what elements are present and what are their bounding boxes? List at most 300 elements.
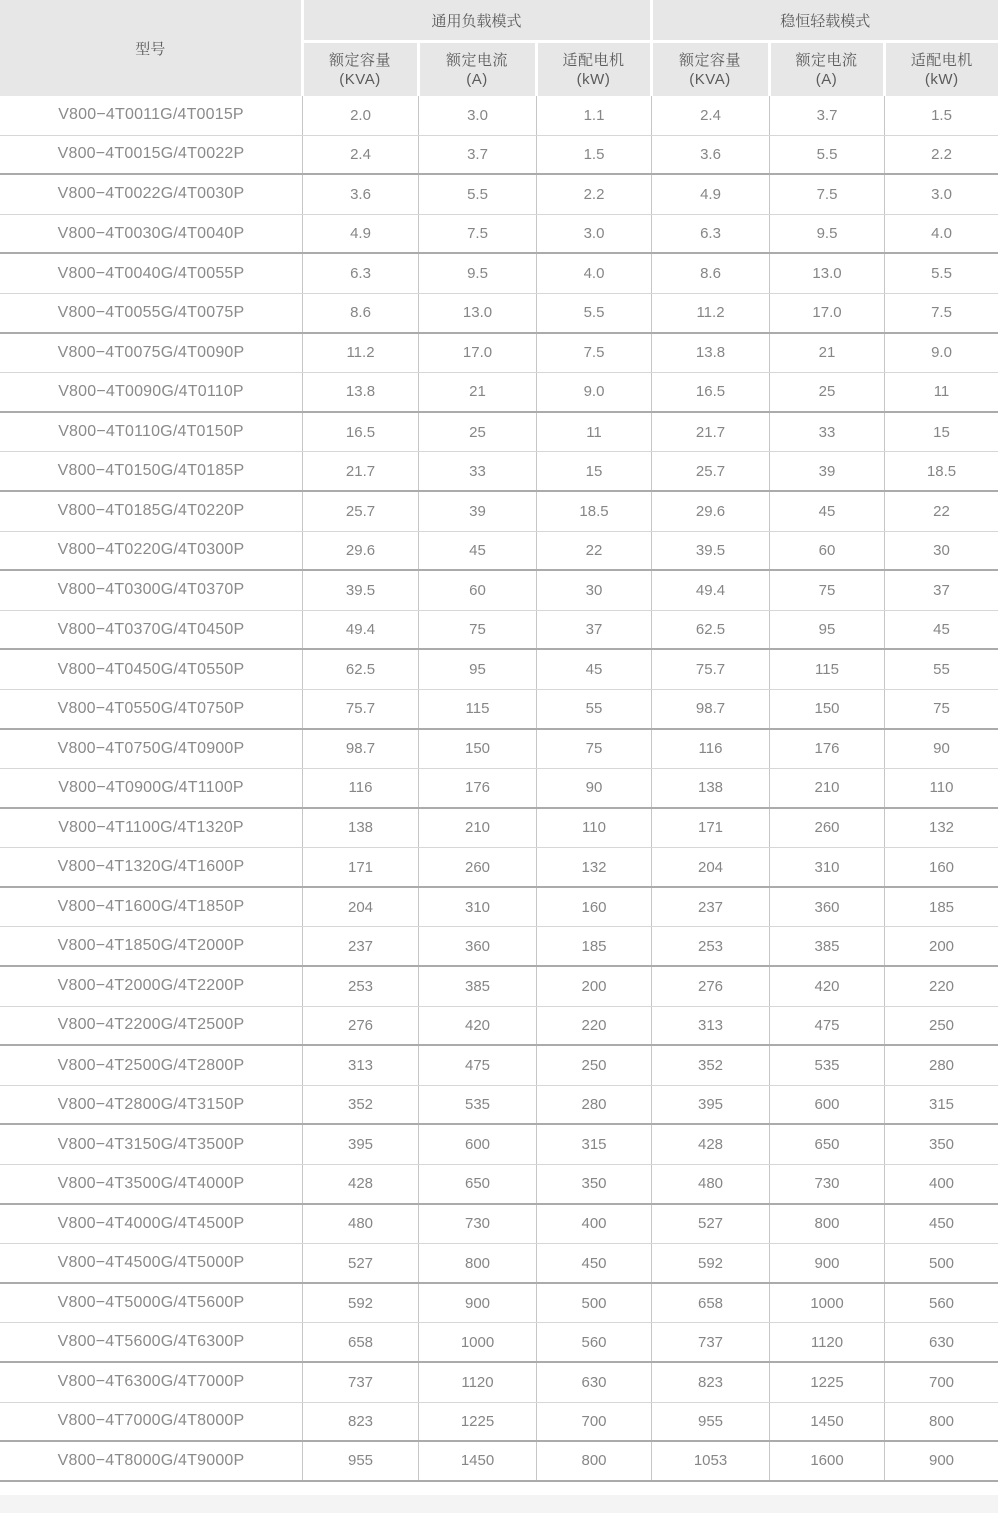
general-current-cell: 260 <box>418 848 536 886</box>
light-current-cell: 1120 <box>769 1323 884 1361</box>
general-capacity-cell: 11.2 <box>302 334 418 373</box>
light-capacity-cell: 737 <box>651 1323 769 1361</box>
model-cell: V800−4T0055G/4T0075P <box>57 303 245 321</box>
general-capacity-cell: 62.5 <box>302 650 418 689</box>
light-current-cell: 535 <box>769 1046 884 1085</box>
light-current-cell: 7.5 <box>769 175 884 214</box>
general-motor-cell: 160 <box>536 888 651 927</box>
general-current-cell: 1225 <box>418 1403 536 1441</box>
table-row <box>0 452 998 492</box>
general-motor-cell: 90 <box>536 769 651 807</box>
table-row <box>0 1363 998 1403</box>
light-capacity-cell: 8.6 <box>651 254 769 293</box>
light-current-cell: 75 <box>769 571 884 610</box>
model-cell: V800−4T1850G/4T2000P <box>57 937 245 955</box>
light-current-cell: 176 <box>769 730 884 769</box>
general-capacity-cell: 39.5 <box>302 571 418 610</box>
general-capacity-cell: 276 <box>302 1007 418 1045</box>
light-capacity-cell: 49.4 <box>651 571 769 610</box>
light-motor-cell: 630 <box>884 1323 998 1361</box>
general-capacity-cell: 237 <box>302 927 418 965</box>
light-current-cell: 310 <box>769 848 884 886</box>
model-cell: V800−4T0220G/4T0300P <box>57 541 245 559</box>
general-motor-cell: 630 <box>536 1363 651 1402</box>
general-capacity-cell: 75.7 <box>302 690 418 728</box>
light-motor-cell: 220 <box>884 967 998 1006</box>
general-motor-cell: 800 <box>536 1442 651 1480</box>
light-current-cell: 33 <box>769 413 884 452</box>
general-capacity-cell: 138 <box>302 809 418 848</box>
light-current-cell: 13.0 <box>769 254 884 293</box>
light-capacity-cell: 29.6 <box>651 492 769 531</box>
general-capacity-cell: 658 <box>302 1323 418 1361</box>
light-current-cell: 1450 <box>769 1403 884 1441</box>
light-capacity-cell: 395 <box>651 1086 769 1124</box>
light-motor-cell: 160 <box>884 848 998 886</box>
light-capacity-cell: 138 <box>651 769 769 807</box>
model-cell: V800−4T0300G/4T0370P <box>57 581 245 599</box>
general-current-cell: 210 <box>418 809 536 848</box>
light-capacity-cell: 2.4 <box>651 96 769 135</box>
light-current-cell: 900 <box>769 1244 884 1282</box>
model-cell: V800−4T7000G/4T8000P <box>57 1412 245 1430</box>
general-capacity-cell: 8.6 <box>302 294 418 332</box>
general-current-cell: 21 <box>418 373 536 411</box>
light-motor-cell: 200 <box>884 927 998 965</box>
general-capacity-cell: 313 <box>302 1046 418 1085</box>
model-cell: V800−4T0450G/4T0550P <box>57 660 245 678</box>
general-capacity-cell: 116 <box>302 769 418 807</box>
column-unit: (A) <box>466 70 488 88</box>
general-capacity-cell: 352 <box>302 1086 418 1124</box>
general-current-cell: 95 <box>418 650 536 689</box>
light-capacity-cell: 11.2 <box>651 294 769 332</box>
general-capacity-cell: 98.7 <box>302 730 418 769</box>
light-current-cell: 95 <box>769 611 884 649</box>
light-current-cell: 60 <box>769 532 884 570</box>
model-cell: V800−4T0150G/4T0185P <box>57 462 245 480</box>
table-row <box>0 730 998 770</box>
general-current-cell: 420 <box>418 1007 536 1045</box>
table-row <box>0 532 998 572</box>
light-motor-cell: 15 <box>884 413 998 452</box>
general-motor-cell: 315 <box>536 1125 651 1164</box>
model-cell: V800−4T2500G/4T2800P <box>57 1056 245 1074</box>
model-cell: V800−4T0750G/4T0900P <box>57 739 245 757</box>
model-cell: V800−4T0370G/4T0450P <box>57 620 245 638</box>
general-capacity-cell: 3.6 <box>302 175 418 214</box>
model-cell: V800−4T0015G/4T0022P <box>57 145 245 163</box>
general-current-cell: 150 <box>418 730 536 769</box>
general-motor-cell: 45 <box>536 650 651 689</box>
light-motor-cell: 18.5 <box>884 452 998 490</box>
light-current-cell: 360 <box>769 888 884 927</box>
general-motor-cell: 75 <box>536 730 651 769</box>
general-current-cell: 115 <box>418 690 536 728</box>
light-motor-cell: 22 <box>884 492 998 531</box>
general-current-cell: 385 <box>418 967 536 1006</box>
general-motor-cell: 7.5 <box>536 334 651 373</box>
light-motor-cell: 110 <box>884 769 998 807</box>
light-motor-cell: 1.5 <box>884 96 998 135</box>
light-capacity-cell: 527 <box>651 1205 769 1244</box>
light-current-cell: 21 <box>769 334 884 373</box>
light-current-cell: 260 <box>769 809 884 848</box>
light-capacity-cell: 253 <box>651 927 769 965</box>
general-motor-cell: 3.0 <box>536 215 651 253</box>
table-row <box>0 1086 998 1126</box>
model-cell: V800−4T2200G/4T2500P <box>57 1016 245 1034</box>
table-row <box>0 848 998 888</box>
model-cell: V800−4T0900G/4T1100P <box>58 778 244 796</box>
table-row <box>0 1165 998 1205</box>
light-current-cell: 3.7 <box>769 96 884 135</box>
general-current-cell: 9.5 <box>418 254 536 293</box>
general-motor-cell: 18.5 <box>536 492 651 531</box>
column-header-general-capacity <box>304 43 417 96</box>
light-capacity-cell: 98.7 <box>651 690 769 728</box>
light-capacity-cell: 204 <box>651 848 769 886</box>
general-capacity-cell: 2.0 <box>302 96 418 135</box>
column-title: 额定电流 <box>795 51 858 69</box>
general-capacity-cell: 21.7 <box>302 452 418 490</box>
table-row <box>0 175 998 215</box>
general-capacity-cell: 592 <box>302 1284 418 1323</box>
light-capacity-cell: 276 <box>651 967 769 1006</box>
light-motor-cell: 4.0 <box>884 215 998 253</box>
column-unit: (A) <box>815 70 838 88</box>
general-current-cell: 535 <box>418 1086 536 1124</box>
table-row <box>0 1205 998 1245</box>
general-current-cell: 25 <box>418 413 536 452</box>
footer-strip <box>0 1495 998 1513</box>
table-row <box>0 373 998 413</box>
light-capacity-cell: 480 <box>651 1165 769 1203</box>
general-current-cell: 45 <box>418 532 536 570</box>
general-motor-cell: 1.5 <box>536 136 651 174</box>
light-motor-cell: 90 <box>884 730 998 769</box>
column-header-light-motor <box>886 43 998 96</box>
general-motor-cell: 400 <box>536 1205 651 1244</box>
general-motor-cell: 5.5 <box>536 294 651 332</box>
general-motor-cell: 110 <box>536 809 651 848</box>
general-current-cell: 360 <box>418 927 536 965</box>
light-capacity-cell: 352 <box>651 1046 769 1085</box>
table-row <box>0 967 998 1007</box>
light-motor-cell: 315 <box>884 1086 998 1124</box>
column-unit: (kW) <box>924 70 959 88</box>
general-capacity-cell: 527 <box>302 1244 418 1282</box>
general-current-cell: 39 <box>418 492 536 531</box>
general-capacity-cell: 428 <box>302 1165 418 1203</box>
general-motor-cell: 200 <box>536 967 651 1006</box>
general-motor-cell: 11 <box>536 413 651 452</box>
general-motor-cell: 560 <box>536 1323 651 1361</box>
column-header-light-current <box>771 43 883 96</box>
light-current-cell: 25 <box>769 373 884 411</box>
model-cell: V800−4T0110G/4T0150P <box>58 423 244 441</box>
general-motor-cell: 350 <box>536 1165 651 1203</box>
general-motor-cell: 4.0 <box>536 254 651 293</box>
column-title: 适配电机 <box>562 51 625 69</box>
table-header <box>0 0 998 96</box>
column-header-light-capacity <box>653 43 768 96</box>
general-motor-cell: 1.1 <box>536 96 651 135</box>
light-motor-cell: 9.0 <box>884 334 998 373</box>
table-body <box>0 96 998 1482</box>
light-current-cell: 730 <box>769 1165 884 1203</box>
general-current-cell: 1120 <box>418 1363 536 1402</box>
table-row <box>0 413 998 453</box>
model-cell: V800−4T1320G/4T1600P <box>57 858 245 876</box>
light-current-cell: 39 <box>769 452 884 490</box>
column-header-general-motor <box>538 43 650 96</box>
general-current-cell: 60 <box>418 571 536 610</box>
group-header-steady-light-load: 稳恒轻载模式 <box>653 0 998 40</box>
light-motor-cell: 45 <box>884 611 998 649</box>
general-current-cell: 310 <box>418 888 536 927</box>
light-current-cell: 420 <box>769 967 884 1006</box>
light-capacity-cell: 13.8 <box>651 334 769 373</box>
table-row <box>0 1284 998 1324</box>
general-capacity-cell: 171 <box>302 848 418 886</box>
light-motor-cell: 30 <box>884 532 998 570</box>
general-current-cell: 600 <box>418 1125 536 1164</box>
general-capacity-cell: 2.4 <box>302 136 418 174</box>
light-motor-cell: 132 <box>884 809 998 848</box>
general-motor-cell: 22 <box>536 532 651 570</box>
general-current-cell: 5.5 <box>418 175 536 214</box>
model-cell: V800−4T5600G/4T6300P <box>57 1333 245 1351</box>
table-row <box>0 96 998 136</box>
light-capacity-cell: 62.5 <box>651 611 769 649</box>
general-capacity-cell: 737 <box>302 1363 418 1402</box>
light-capacity-cell: 16.5 <box>651 373 769 411</box>
model-cell: V800−4T2000G/4T2200P <box>57 977 245 995</box>
light-capacity-cell: 25.7 <box>651 452 769 490</box>
model-cell: V800−4T0022G/4T0030P <box>57 185 245 203</box>
light-current-cell: 9.5 <box>769 215 884 253</box>
light-motor-cell: 7.5 <box>884 294 998 332</box>
general-current-cell: 75 <box>418 611 536 649</box>
general-motor-cell: 185 <box>536 927 651 965</box>
general-current-cell: 33 <box>418 452 536 490</box>
light-motor-cell: 500 <box>884 1244 998 1282</box>
table-row <box>0 809 998 849</box>
table-row <box>0 888 998 928</box>
light-capacity-cell: 39.5 <box>651 532 769 570</box>
general-capacity-cell: 6.3 <box>302 254 418 293</box>
light-current-cell: 475 <box>769 1007 884 1045</box>
model-cell: V800−4T0075G/4T0090P <box>57 343 245 361</box>
light-capacity-cell: 428 <box>651 1125 769 1164</box>
table-row <box>0 1442 998 1482</box>
general-motor-cell: 2.2 <box>536 175 651 214</box>
column-title: 额定容量 <box>678 51 741 69</box>
general-capacity-cell: 395 <box>302 1125 418 1164</box>
light-motor-cell: 800 <box>884 1403 998 1441</box>
table-row <box>0 769 998 809</box>
light-current-cell: 1000 <box>769 1284 884 1323</box>
general-current-cell: 475 <box>418 1046 536 1085</box>
light-capacity-cell: 21.7 <box>651 413 769 452</box>
light-motor-cell: 450 <box>884 1205 998 1244</box>
table-row <box>0 1403 998 1443</box>
light-capacity-cell: 3.6 <box>651 136 769 174</box>
general-motor-cell: 37 <box>536 611 651 649</box>
general-motor-cell: 250 <box>536 1046 651 1085</box>
general-capacity-cell: 49.4 <box>302 611 418 649</box>
model-cell: V800−4T5000G/4T5600P <box>57 1294 245 1312</box>
light-motor-cell: 3.0 <box>884 175 998 214</box>
model-cell: V800−4T0040G/4T0055P <box>57 264 245 282</box>
light-capacity-cell: 313 <box>651 1007 769 1045</box>
table-row <box>0 571 998 611</box>
model-cell: V800−4T0030G/4T0040P <box>57 224 245 242</box>
light-motor-cell: 75 <box>884 690 998 728</box>
general-current-cell: 730 <box>418 1205 536 1244</box>
light-motor-cell: 2.2 <box>884 136 998 174</box>
light-current-cell: 150 <box>769 690 884 728</box>
table-row <box>0 294 998 334</box>
column-header-general-current <box>420 43 535 96</box>
table-row <box>0 1125 998 1165</box>
model-cell: V800−4T4000G/4T4500P <box>57 1214 245 1232</box>
column-header-model: 型号 <box>0 0 301 96</box>
model-cell: V800−4T0550G/4T0750P <box>57 699 245 717</box>
light-motor-cell: 185 <box>884 888 998 927</box>
general-current-cell: 13.0 <box>418 294 536 332</box>
light-capacity-cell: 75.7 <box>651 650 769 689</box>
column-title: 额定容量 <box>328 51 391 69</box>
light-capacity-cell: 1053 <box>651 1442 769 1480</box>
general-motor-cell: 700 <box>536 1403 651 1441</box>
light-capacity-cell: 171 <box>651 809 769 848</box>
light-capacity-cell: 116 <box>651 730 769 769</box>
table-row <box>0 1244 998 1284</box>
general-current-cell: 3.0 <box>418 96 536 135</box>
model-cell: V800−4T0185G/4T0220P <box>57 502 245 520</box>
light-current-cell: 210 <box>769 769 884 807</box>
table-row <box>0 334 998 374</box>
light-current-cell: 600 <box>769 1086 884 1124</box>
general-capacity-cell: 29.6 <box>302 532 418 570</box>
light-motor-cell: 37 <box>884 571 998 610</box>
light-motor-cell: 560 <box>884 1284 998 1323</box>
general-current-cell: 3.7 <box>418 136 536 174</box>
general-motor-cell: 55 <box>536 690 651 728</box>
model-cell: V800−4T0090G/4T0110P <box>58 382 244 400</box>
general-capacity-cell: 25.7 <box>302 492 418 531</box>
light-current-cell: 1600 <box>769 1442 884 1480</box>
general-motor-cell: 220 <box>536 1007 651 1045</box>
light-capacity-cell: 237 <box>651 888 769 927</box>
table-row <box>0 136 998 176</box>
general-capacity-cell: 204 <box>302 888 418 927</box>
table-row <box>0 690 998 730</box>
light-motor-cell: 900 <box>884 1442 998 1480</box>
general-current-cell: 900 <box>418 1284 536 1323</box>
general-motor-cell: 30 <box>536 571 651 610</box>
general-current-cell: 800 <box>418 1244 536 1282</box>
general-motor-cell: 280 <box>536 1086 651 1124</box>
column-unit: (KVA) <box>339 70 381 88</box>
table-row <box>0 1007 998 1047</box>
light-capacity-cell: 592 <box>651 1244 769 1282</box>
general-current-cell: 17.0 <box>418 334 536 373</box>
light-motor-cell: 280 <box>884 1046 998 1085</box>
model-cell: V800−4T1100G/4T1320P <box>58 818 244 836</box>
light-capacity-cell: 4.9 <box>651 175 769 214</box>
general-capacity-cell: 4.9 <box>302 215 418 253</box>
column-unit: (KVA) <box>689 70 731 88</box>
light-current-cell: 1225 <box>769 1363 884 1402</box>
general-motor-cell: 9.0 <box>536 373 651 411</box>
model-cell: V800−4T8000G/4T9000P <box>57 1451 245 1469</box>
table-row <box>0 254 998 294</box>
model-cell: V800−4T3500G/4T4000P <box>57 1174 245 1192</box>
light-current-cell: 385 <box>769 927 884 965</box>
model-cell: V800−4T3150G/4T3500P <box>57 1135 245 1153</box>
column-unit: (kW) <box>576 70 611 88</box>
light-current-cell: 650 <box>769 1125 884 1164</box>
column-title: 额定电流 <box>445 51 508 69</box>
light-motor-cell: 700 <box>884 1363 998 1402</box>
general-motor-cell: 500 <box>536 1284 651 1323</box>
general-current-cell: 650 <box>418 1165 536 1203</box>
general-capacity-cell: 823 <box>302 1403 418 1441</box>
column-title: 适配电机 <box>910 51 973 69</box>
general-current-cell: 1450 <box>418 1442 536 1480</box>
light-motor-cell: 350 <box>884 1125 998 1164</box>
group-header-general-load: 通用负载模式 <box>304 0 650 40</box>
light-current-cell: 800 <box>769 1205 884 1244</box>
general-motor-cell: 132 <box>536 848 651 886</box>
table-row <box>0 927 998 967</box>
general-capacity-cell: 16.5 <box>302 413 418 452</box>
general-capacity-cell: 480 <box>302 1205 418 1244</box>
model-cell: V800−4T6300G/4T7000P <box>57 1373 245 1391</box>
light-current-cell: 115 <box>769 650 884 689</box>
general-current-cell: 1000 <box>418 1323 536 1361</box>
light-capacity-cell: 658 <box>651 1284 769 1323</box>
general-capacity-cell: 955 <box>302 1442 418 1480</box>
light-motor-cell: 250 <box>884 1007 998 1045</box>
light-capacity-cell: 955 <box>651 1403 769 1441</box>
general-motor-cell: 15 <box>536 452 651 490</box>
general-capacity-cell: 13.8 <box>302 373 418 411</box>
general-current-cell: 176 <box>418 769 536 807</box>
model-cell: V800−4T0011G/4T0015P <box>58 106 244 124</box>
table-row <box>0 650 998 690</box>
table-row <box>0 215 998 255</box>
model-cell: V800−4T4500G/4T5000P <box>57 1254 245 1272</box>
light-motor-cell: 11 <box>884 373 998 411</box>
general-capacity-cell: 253 <box>302 967 418 1006</box>
light-motor-cell: 5.5 <box>884 254 998 293</box>
table-row <box>0 611 998 651</box>
table-row <box>0 1046 998 1086</box>
light-current-cell: 5.5 <box>769 136 884 174</box>
table-row <box>0 492 998 532</box>
light-capacity-cell: 823 <box>651 1363 769 1402</box>
light-motor-cell: 55 <box>884 650 998 689</box>
general-motor-cell: 450 <box>536 1244 651 1282</box>
light-capacity-cell: 6.3 <box>651 215 769 253</box>
light-motor-cell: 400 <box>884 1165 998 1203</box>
light-current-cell: 45 <box>769 492 884 531</box>
model-cell: V800−4T2800G/4T3150P <box>57 1095 245 1113</box>
